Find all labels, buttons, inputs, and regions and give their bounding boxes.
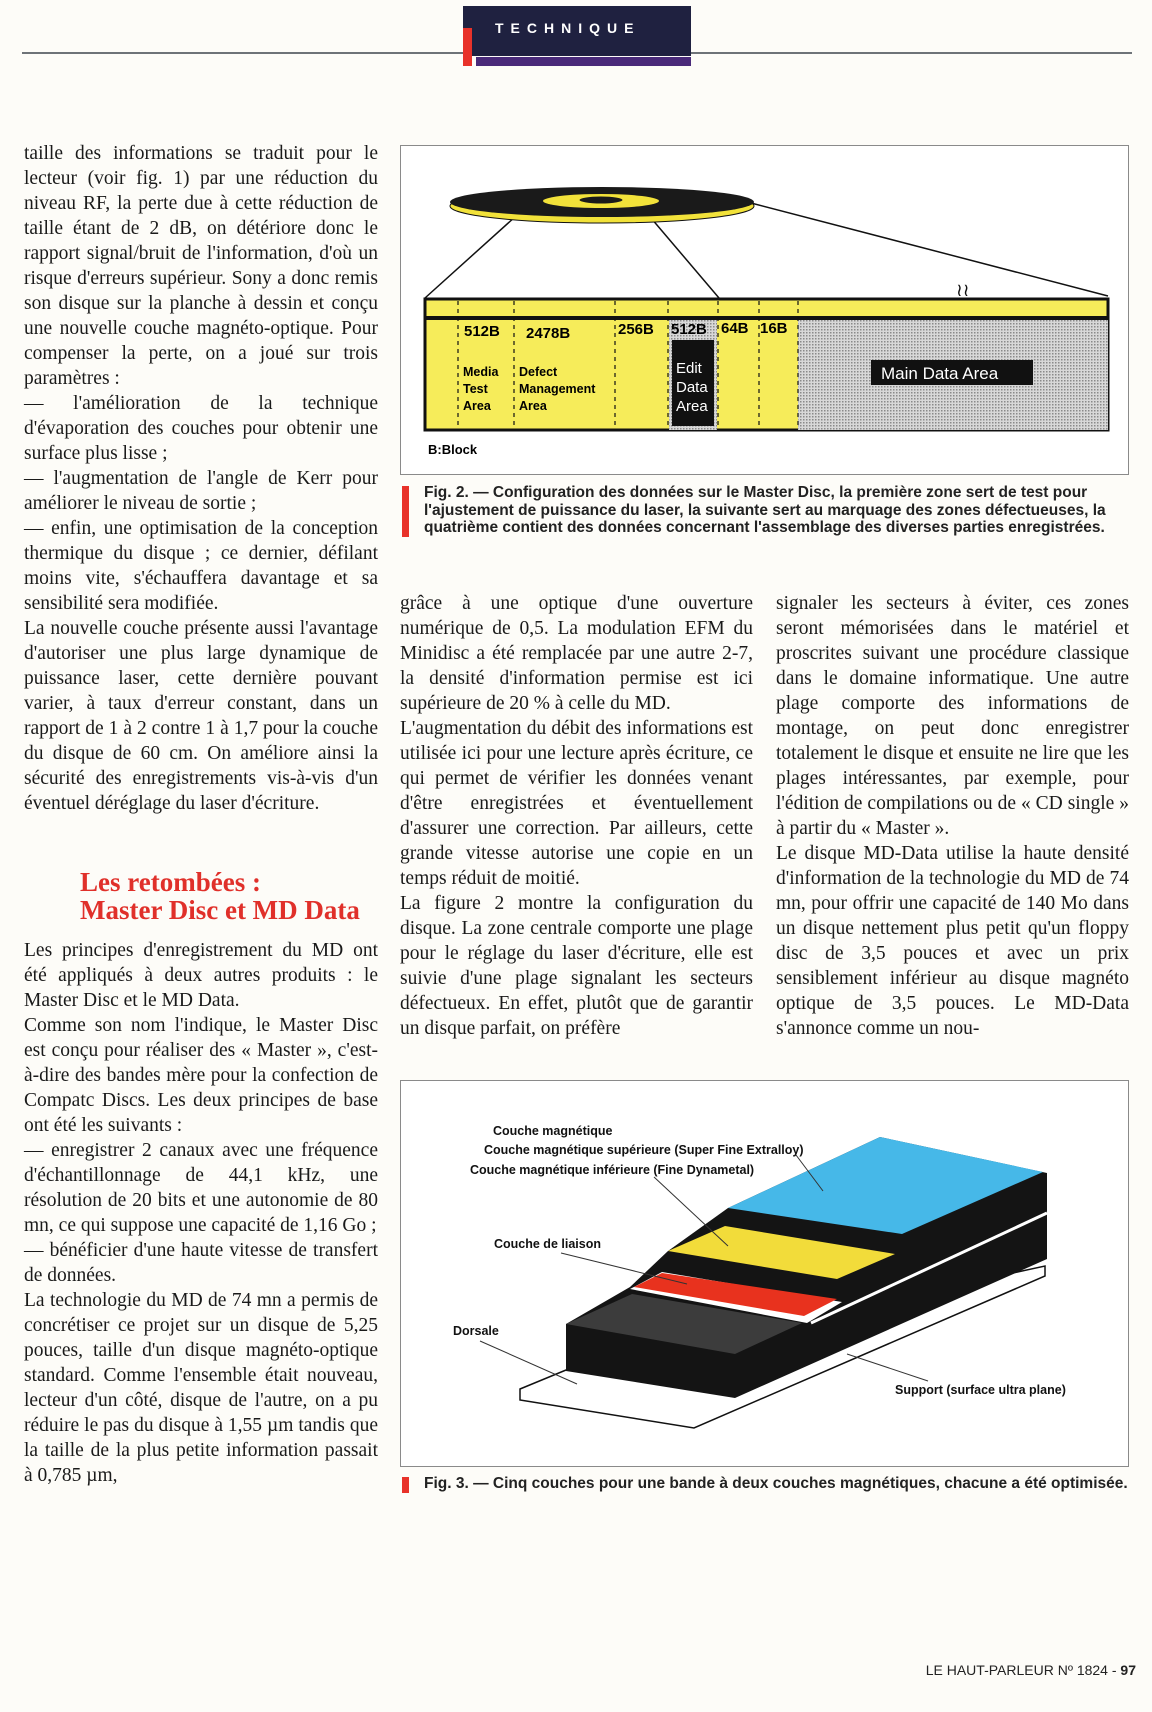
heading-line-2: Master Disc et MD Data [80,895,360,925]
paragraph: — enfin, une optimisation de la conception thermique du disque ; ce dernier, défilant moins vite, s'échauffera davantage et sa sensibilité sera modifiée. [24,518,378,614]
label-main-data-area: Main Data Area [881,364,999,383]
master-disc-diagram [401,146,1128,474]
label-lower-layer: Couche magnétique inférieure (Fine Dynametal) [470,1163,755,1177]
paragraph: grâce à une optique d'une ouverture numérique de 0,5. La modulation EFM du Minidisc a été remplacée par une autre 2-7, la densité d'information permise est ici supérieure de 20 % à celle du MD. [400,593,753,714]
paragraph: — bénéficier d'une haute vitesse de transfert de données. [24,1240,378,1286]
label-test: Test [463,382,488,396]
right-column [776,591,1129,1041]
size-media-test: 512B [464,323,500,340]
heading-line-1: Les retombées : [80,867,261,897]
break-mark: ≀≀ [956,280,970,300]
tape-layers-diagram [401,1081,1128,1466]
left-column-top [24,141,378,816]
paragraph: — l'augmentation de l'angle de Kerr pour améliorer le niveau de sortie ; [24,468,378,514]
zoom-line [651,218,719,298]
paragraph: — l'amélioration de la technique d'évaporation des couches pour obtenir une surface plus lisse ; [24,393,378,464]
paragraph: La figure 2 montre la configuration du disque. La zone centrale comporte une plage pour le réglage du laser d'écriture, elle est suivie d'une plage signalant les secteurs défectueux. En effet, plutôt que de garantir un disque parfait, on préfère [400,893,753,1039]
label-edit: Edit [676,360,702,377]
figure-2 [400,145,1129,475]
size-64: 64B [721,320,749,337]
label-data: Data [676,379,708,396]
paragraph: taille des informations se traduit pour le lecteur (voir fig. 1) par une réduction du niveau RF, la perte due à cette réduction de taille étant de 2 dB, on détériore donc le rapport signal/bruit de l'information, d'où un risque d'erreurs supérieur. Sony a donc remis son disque sur la planche à dessin et conçu une nouvelle couche magnéto-optique. Pour compenser la perte, on a joué sur trois paramètres : [24,143,378,389]
label-support: Support (surface ultra plane) [895,1383,1066,1397]
paragraph: L'augmentation du débit des informations est utilisée ici pour une lecture après écriture, ce qui permet de vérifier les données venant d'être enregistrées et éventuellement d'assurer une correction. Par ailleurs, cette grande vitesse autorise une copie en un temps réduit de moitié. [400,718,753,889]
header-rule-right [690,52,1132,54]
paragraph: Le disque MD-Data utilise la haute densité d'information de la technologie du MD de 74 mn, pour offrir une capacité de 140 Mo dans un disque nettement plus petit qu'un floppy disc de 3,5 pouces et avec un prix sensiblement inférieur au disque magnéto optique de 3,5 pouces. Le MD-Data s'annonce comme un nou- [776,843,1129,1039]
size-16: 16B [760,320,788,337]
figure-2-caption: Fig. 2. — Configuration des données sur le Master Disc, la première zone sert de test pour l'ajustement de puissance du laser, la suivante sert au marquage des zones défectueuses, la quatrième contient des données concernant l'assemblage des diverses parties enregistrées. [402,484,1132,537]
label-media: Media [463,365,499,379]
middle-column [400,591,753,1041]
label-area: Area [676,398,708,415]
publication-name: LE HAUT-PARLEUR Nº 1824 - [925,1662,1121,1678]
label-backing: Dorsale [453,1324,499,1338]
zoom-line [751,203,1108,296]
figure-3 [400,1080,1129,1467]
header-rule-left [22,52,464,54]
paragraph: Les principes d'enregistrement du MD ont été appliqués à deux autres produits : le Master Disc et le MD Data. [24,940,378,1011]
label-magnetic-layer: Couche magnétique [493,1124,613,1138]
section-title: TECHNIQUE [495,20,641,36]
legend-block: B:Block [428,442,478,457]
banner-red-accent [463,28,472,66]
size-edit: 512B [671,321,707,338]
section-banner [463,6,691,56]
disc-icon [450,187,754,223]
paragraph: signaler les secteurs à éviter, ces zones seront mémorisées dans le matériel et proscrites suivant une procédure classique dans le domaine informatique. Une autre plage comporte des informations de montage, on peut donc enregistrer totalement le disque et ensuite ne lire que les plages intéressantes, par exemple, pour l'édition de compilations ou de « CD single » à partir du « Master ». [776,593,1129,839]
page-number: 97 [1120,1662,1136,1678]
page-footer [926,1662,1136,1678]
paragraph: La technologie du MD de 74 mn a permis de concrétiser ce projet sur un disque de 5,25 pouces, taille d'un disque magnéto-optique standard. Comme l'ensemble était nouveau, lecteur d'un côté, disque de l'autre, on a pu réduire le pas du disque à 1,55 µm tandis que la taille de la plus petite information passait à 0,785 µm, [24,1290,378,1486]
section-heading [80,868,360,924]
paragraph: — enregistrer 2 canaux avec une fréquence d'échantillonnage de 44,1 kHz, une résolution de 20 bits et une autonomie de 80 mn, ce qui suppose une capacité de 1,16 Go ; [24,1140,378,1236]
banner-purple-accent [476,57,691,66]
label-area: Area [519,399,547,413]
label-area: Area [463,399,491,413]
label-upper-layer: Couche magnétique supérieure (Super Fine Extralloy) [484,1143,804,1157]
paragraph: La nouvelle couche présente aussi l'avantage d'autoriser une plus large dynamique de puissance laser, cette dernière pouvant varier, à taux d'erreur constant, dans un rapport de 1 à 2 contre 1 à 1,7 pour la couche du disque de 60 cm. On améliore ainsi la sécurité des enregistrements vis-à-vis d'un éventuel déréglage du laser d'écriture. [24,618,378,814]
size-256: 256B [618,321,654,338]
label-defect: Defect [519,365,558,379]
left-column-bottom [24,938,378,1488]
size-defect: 2478B [526,325,571,342]
zoom-line [425,216,516,298]
label-management: Management [519,382,596,396]
label-binder-layer: Couche de liaison [494,1237,601,1251]
figure-3-caption: Fig. 3. — Cinq couches pour une bande à deux couches magnétiques, chacune a été optimisée. [402,1475,1132,1493]
paragraph: Comme son nom l'indique, le Master Disc est conçu pour réaliser des « Master », c'est-à-dire des bandes mère pour la confection de Compatc Discs. Les deux principes de base ont été les suivants : [24,1015,378,1136]
